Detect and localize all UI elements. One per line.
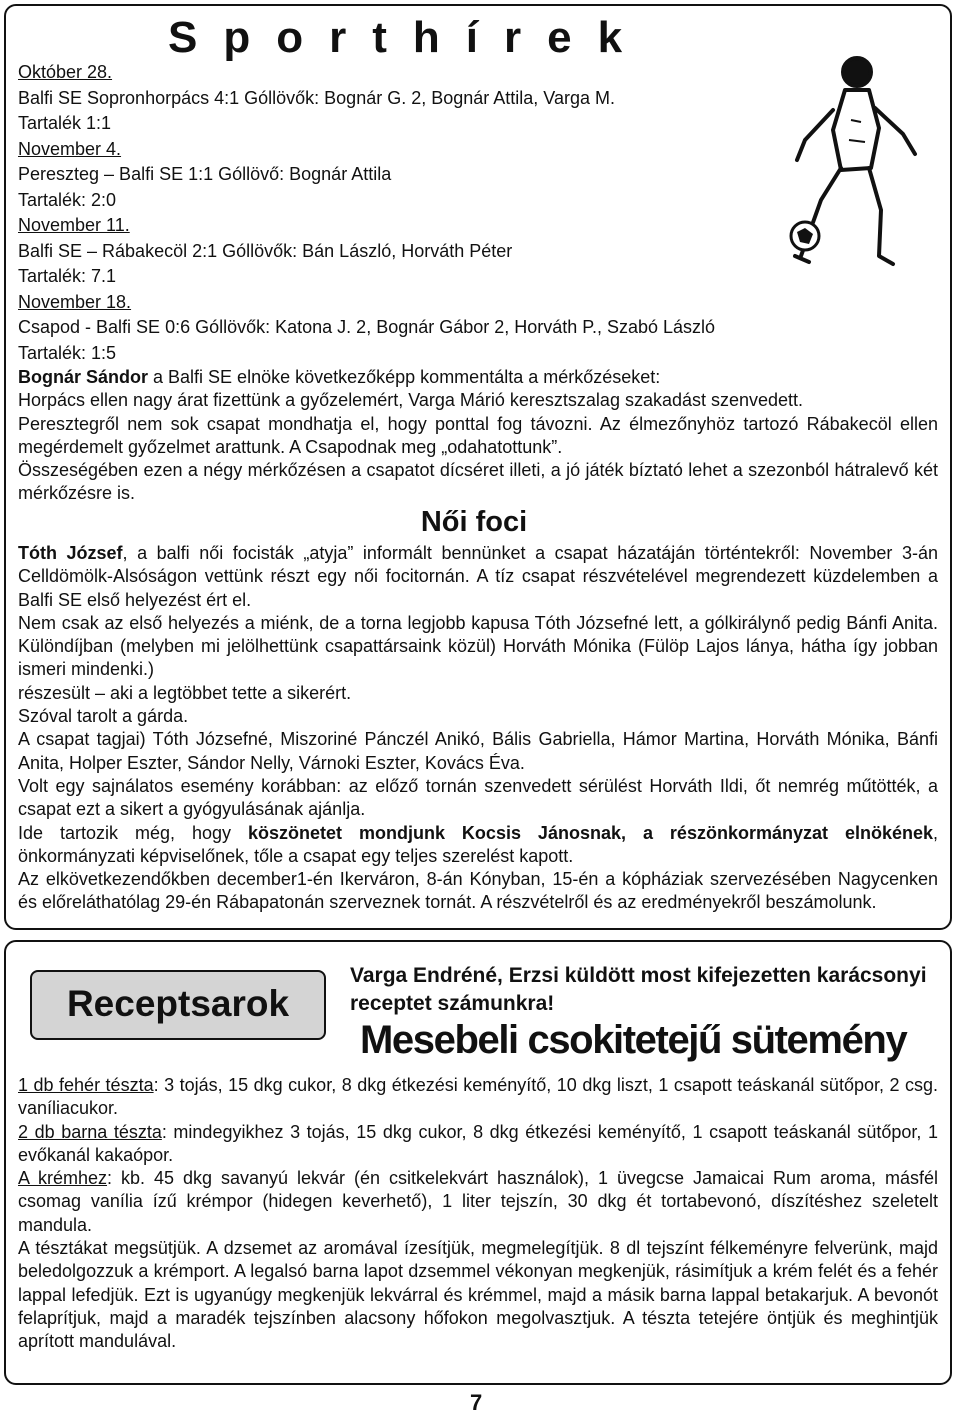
recipe-brown-label: 2 db barna tészta (18, 1121, 162, 1142)
womens-p8: Az elkövetkezendőkben december1-én Ikerváron, 8-án Kónyban, 15-én a kópháziak szervezésében Nagycenken és előreláthatólag 29-én Rábapatonán szerveznek tornát. A részvételről és az eredményekről beszámolunk. (18, 869, 938, 913)
reserve-nov18: Tartalék: 1:5 (18, 342, 117, 363)
recipe-brown-text: : mindegyikhez 3 tojás, 15 dkg cukor, 8 dkg étkezési keményítő, 1 csapott teáskanál sütőpor, 1 evőkanál kakaópor. (18, 1121, 938, 1165)
reserve-oct28: Tartalék 1:1 (18, 113, 112, 133)
date-nov18: November 18. (18, 291, 132, 312)
womens-author: Tóth József (18, 543, 123, 563)
womens-p4: Szóval tarolt a gárda. (18, 706, 189, 727)
womens-p2: Nem csak az első helyezés a miénk, de a torna legjobb kapusa Tóth Józsefné lett, a gólkirálynő pedig Bánfi Anita. Különdíjban (melyben mi jelölhettünk csapattársaink közül) Horváth Mónika (Fülöp Lajos lánya, hátha így jobban ismeri mindenki.) (18, 612, 938, 680)
womens-p7-pre: Ide tartozik még, hogy (18, 822, 248, 843)
match-oct28: Balfi SE Sopronhorpács 4:1 Góllövők: Bognár G. 2, Bognár Attila, Varga M. (18, 87, 615, 108)
womens-p6: Volt egy sajnálatos esemény korábban: az előző tornán szenvedett sérülést Horváth Ildi, őt nemrég műtötték, a csapat ezt a sikert a gyógyulásának ajánlja. (18, 775, 938, 820)
womens-p3: részesült – aki a legtöbbet tette a sikerért. (18, 682, 352, 703)
reserve-nov4: Tartalék: 2:0 (18, 189, 117, 210)
recipe-cream-text: : kb. 45 dkg savanyú lekvár (én csitkelekvárt használok), 1 üvegcse Jamaicai Rum aroma, másfél csomag vanília ízű krémpor (hidegen keverhető), 1 liter tejszín, 30 dkg ét tortabevonó, díszítéshez szeletelt mandula. (18, 1168, 938, 1235)
date-nov11: November 11. (18, 215, 130, 235)
womens-p1-text: , a balfi női focisták „atyja” informált bennünket a csapat házatáján történtekről: November 3-án Celldömölk-Alsóságon vettünk részt egy női focitornán. A tíz csapat részvételével megrendezett küzdelemben a Balfi SE első helyezést ért el. (18, 543, 938, 610)
recipe-body (18, 1074, 938, 1354)
recipe-method: A tésztákat megsütjük. A dzsemet az aromával ízesítjük, megmelegítjük. 8 dl tejszínt félkeményre felverünk, majd beledolgozzuk a krémport. A legalsó barna lapot dzsemmel vékonyan megkenjük, rásimítjuk a krém felét és a fehér lappal lefedjük. Ezt is ugyanúgy megkenjük lekvárral és krémmel, majd a másik barna lappal betakarjuk. A bevonót felaprítjuk, majd a maradék tejszínben alacsony hőfokon megolvasztjuk. A tészta tetejére öntjük és meghintjük aprított mandulával. (18, 1238, 938, 1352)
womens-football-article (18, 542, 938, 915)
recipe-title: Mesebeli csokitetejű sütemény (360, 1018, 907, 1062)
page-title: Sporthírek (168, 13, 649, 62)
womens-football-heading: Női foci (420, 506, 528, 538)
date-oct28: Október 28. (18, 62, 113, 82)
comment-author: Bognár Sándor (18, 367, 149, 387)
comment-intro-text: a Balfi SE elnöke következőképp kommentálta a mérkőzéseket: (148, 367, 661, 387)
match-nov18: Csapod - Balfi SE 0:6 Góllövők: Katona J. 2, Bognár Gábor 2, Horváth P., Szabó László (18, 317, 716, 337)
recipe-white-label: 1 db fehér tészta (18, 1075, 154, 1095)
match-nov4: Pereszteg – Balfi SE 1:1 Góllövő: Bognár Attila (18, 164, 392, 184)
president-comment (18, 366, 938, 506)
recipe-white-text: : 3 tojás, 15 dkg cukor, 8 dkg étkezési keményítő, 10 dkg liszt, 1 csapott teáskanál sütőpor, 2 csg. vaníliacukor. (18, 1075, 938, 1119)
womens-p7-post: , önkormányzati képviselőnek, tőle a csapat egy teljes szerelést kapott. (18, 822, 939, 866)
recipe-section-label: Receptsarok (30, 970, 326, 1040)
recipe-white-dough (18, 1074, 938, 1121)
match-nov11: Balfi SE – Rábakecöl 2:1 Góllövők: Bán László, Horváth Péter (18, 240, 513, 261)
date-nov4: November 4. (18, 138, 122, 159)
comment-p3: Összeségében ezen a négy mérkőzésen a csapatot dícséret illeti, a jó játék bíztató lehet a szezonból hátralevő két mérkőzésre is. (18, 460, 938, 504)
reserve-nov11: Tartalék: 7.1 (18, 266, 117, 286)
womens-p1 (18, 542, 938, 612)
womens-p7 (18, 822, 938, 869)
comment-p2: Peresztegről nem sok csapat mondhatja el, hogy ponttal fog távozni. Az élmezőnyhöz tartozó Rábakecöl ellen megérdemelt győzelmet arattunk. A Csapodnak meg „odahatottunk”. (18, 413, 938, 457)
comment-intro (18, 366, 938, 389)
recipe-brown-dough (18, 1121, 938, 1168)
comment-p1: Horpács ellen nagy árat fizettünk a győzelemért, Varga Márió keresztszalag szakadást szenvedett. (18, 390, 804, 411)
womens-p5: A csapat tagjai) Tóth Józsefné, Miszoriné Pánczél Anikó, Bális Gabriella, Hámor Martina, Horváth Mónika, Bánfi Anita, Holper Eszter, Sándor Nelly, Várnoki Eszter, Kovács Éva. (18, 729, 938, 773)
page-number: 7 (470, 1390, 483, 1415)
womens-p7-bold: köszönetet mondjunk Kocsis Jánosnak, a részönkormányzat elnökének (247, 822, 933, 843)
recipe-cream-label: A krémhez (18, 1168, 108, 1189)
recipe-cream (18, 1167, 938, 1237)
match-results (18, 60, 938, 366)
recipe-intro: Varga Endréné, Erzsi küldött most kifejezetten karácsonyi receptet számunkra! (350, 964, 927, 1015)
